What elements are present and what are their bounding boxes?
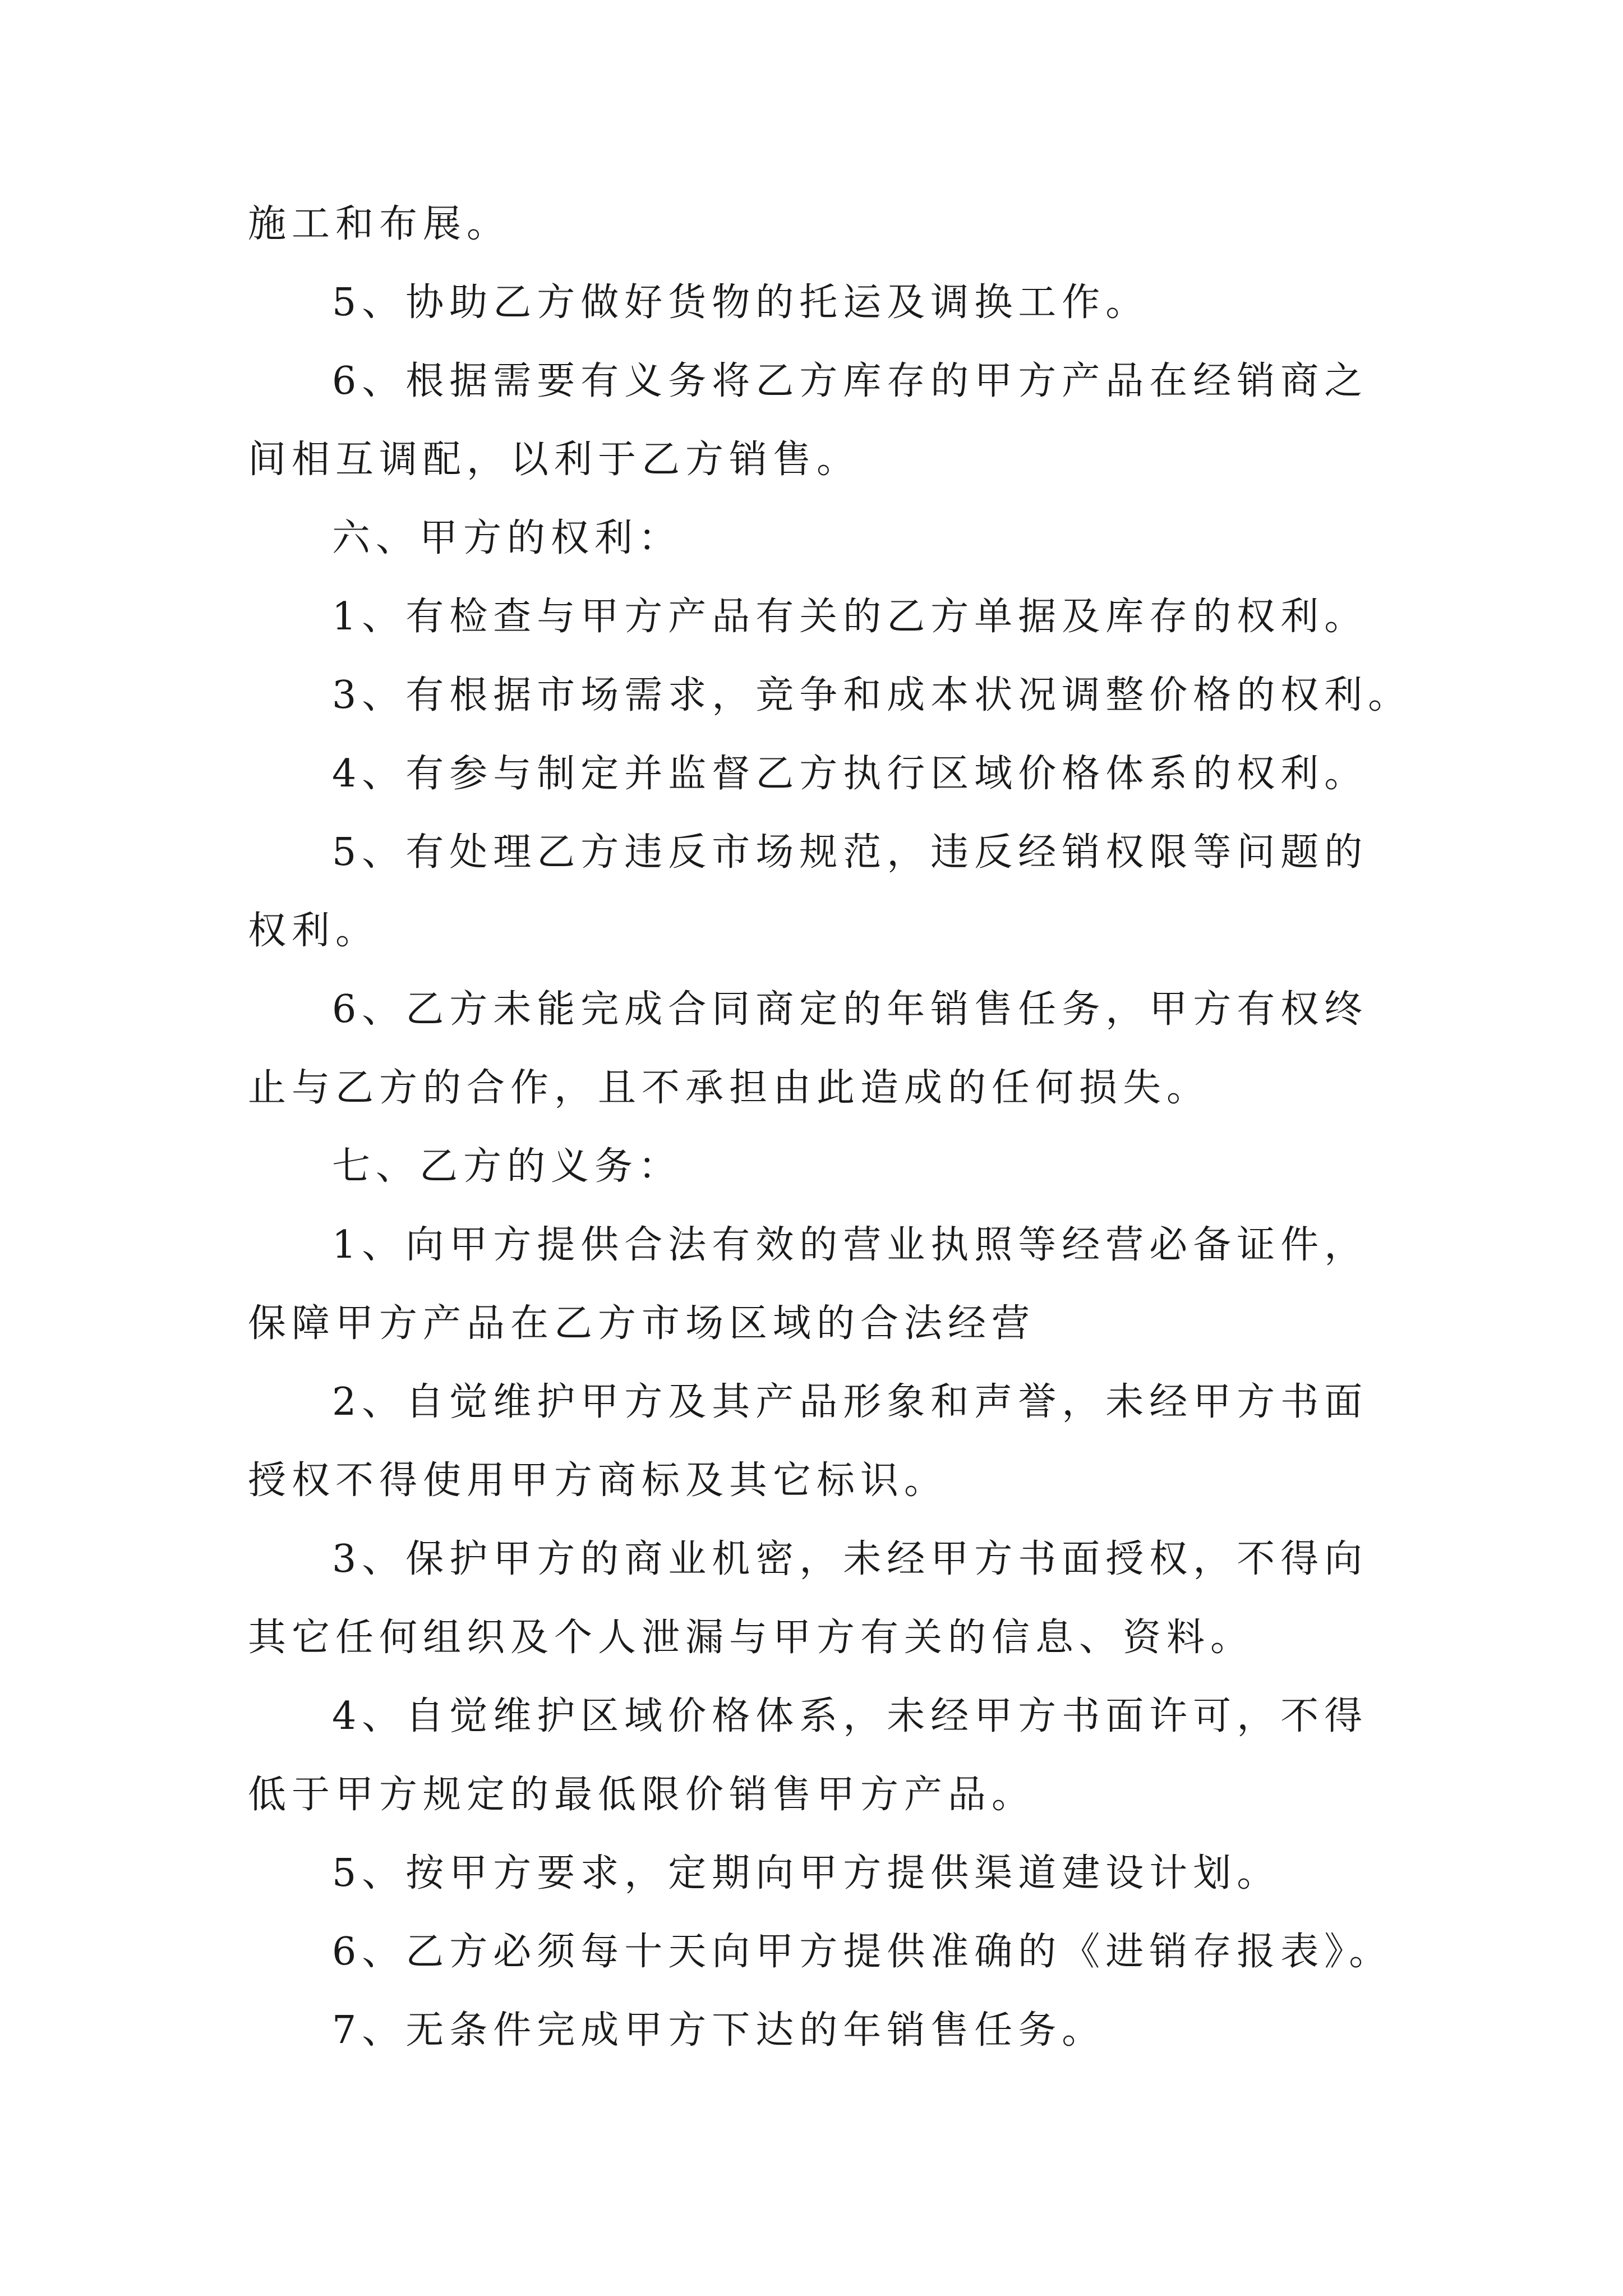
text-line: 1、向甲方提供合法有效的营业执照等经营必备证件， [332, 1223, 1368, 1267]
text-line: 止与乙方的合作，且不承担由此造成的任何损失。 [248, 1066, 1211, 1110]
text-line: 5、有处理乙方违反市场规范，违反经销权限等问题的 [332, 830, 1368, 875]
text-line: 授权不得使用甲方商标及其它标识。 [248, 1458, 948, 1503]
text-line: 六、甲方的权利： [332, 516, 683, 560]
document-body [248, 185, 1412, 2070]
text-line: 6、根据需要有义务将乙方库存的甲方产品在经销商之 [332, 359, 1368, 403]
text-line: 4、自觉维护区域价格体系，未经甲方书面许可，不得 [332, 1694, 1368, 1738]
text-line: 3、保护甲方的商业机密，未经甲方书面授权，不得向 [332, 1537, 1368, 1581]
text-line: 6、乙方未能完成合同商定的年销售任务，甲方有权终 [332, 987, 1368, 1032]
text-line: 权利。 [248, 909, 380, 953]
text-line: 七、乙方的义务： [332, 1144, 683, 1189]
text-line: 其它任何组织及个人泄漏与甲方有关的信息、资料。 [248, 1616, 1255, 1660]
text-line: 5、协助乙方做好货物的托运及调换工作。 [332, 280, 1150, 325]
text-line: 低于甲方规定的最低限价销售甲方产品。 [248, 1773, 1036, 1817]
text-line: 间相互调配，以利于乙方销售。 [248, 438, 861, 482]
text-line: 2、自觉维护甲方及其产品形象和声誉，未经甲方书面 [332, 1380, 1368, 1424]
text-line: 5、按甲方要求，定期向甲方提供渠道建设计划。 [332, 1851, 1281, 1895]
text-line: 3、有根据市场需求，竞争和成本状况调整价格的权利。 [332, 673, 1412, 717]
text-line: 4、有参与制定并监督乙方执行区域价格体系的权利。 [332, 752, 1368, 796]
text-line: 7、无条件完成甲方下达的年销售任务。 [332, 2008, 1106, 2053]
text-line: 施工和布展。 [248, 202, 511, 246]
text-line: 保障甲方产品在乙方市场区域的合法经营 [248, 1301, 1036, 1346]
text-line: 1、有检查与甲方产品有关的乙方单据及库存的权利。 [332, 595, 1368, 639]
text-line: 6、乙方必须每十天向甲方提供准确的《进销存报表》。 [332, 1930, 1393, 1974]
